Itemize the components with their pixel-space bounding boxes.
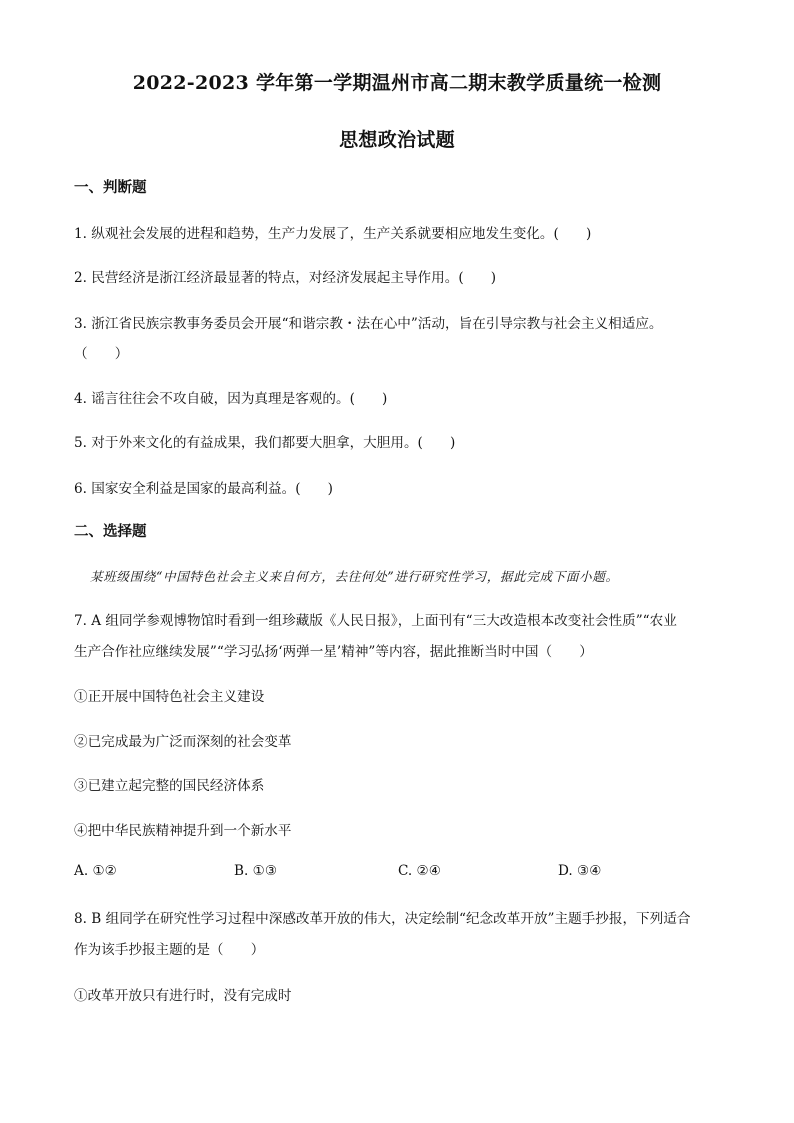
question-8-statement-1: ①改革开放只有进行时，没有完成时 [74, 988, 292, 1004]
question-2: 2. 民营经济是浙江经济最显著的特点，对经济发展起主导作用。( ) [74, 270, 497, 286]
question-7-statement-1: ①正开展中国特色社会主义建设 [74, 689, 265, 705]
question-8-stem-line2: 作为该手抄报主题的是（ ） [74, 942, 265, 958]
question-7-stem-line1: 7. A 组同学参观博物馆时看到一组珍藏版《人民日报》，上面刊有“三大改造根本改变社会性质”“农业 [74, 613, 677, 629]
section-heading-judgement: 一、判断题 [74, 179, 147, 196]
section-heading-choice: 二、选择题 [74, 523, 147, 540]
question-3: 3. 浙江省民族宗教事务委员会开展“和谐宗教・法在心中”活动，旨在引导宗教与社会主义相适应。 [74, 316, 663, 332]
question-7-option-d: D. ③④ [558, 863, 602, 879]
question-7-option-c: C. ②④ [398, 863, 441, 879]
question-7-option-a: A. ①② [74, 863, 117, 879]
exam-subtitle: 思想政治试题 [339, 129, 455, 151]
question-7-statement-4: ④把中华民族精神提升到一个新水平 [74, 823, 292, 839]
question-7-option-b: B. ①③ [234, 863, 278, 879]
question-7-statement-2: ②已完成最为广泛而深刻的社会变革 [74, 734, 292, 750]
question-5: 5. 对于外来文化的有益成果，我们都要大胆拿，大胆用。( ) [74, 435, 456, 451]
question-6: 6. 国家安全利益是国家的最高利益。( ) [74, 481, 333, 497]
question-3-bracket: （ ） [74, 346, 129, 362]
question-1: 1. 纵观社会发展的进程和趋势，生产力发展了，生产关系就要相应地发生变化。( ) [74, 226, 592, 242]
question-7-stem-line2: 生产合作社应继续发展”“学习弘扬‘两弹一星’精神”等内容，据此推断当时中国（ ） [74, 644, 593, 660]
question-7-statement-3: ③已建立起完整的国民经济体系 [74, 778, 265, 794]
material-intro: 某班级围绕“中国特色社会主义来自何方，去往何处”进行研究性学习，据此完成下面小题。 [90, 569, 619, 584]
exam-title: 2022-2023 学年第一学期温州市高二期末教学质量统一检测 [132, 72, 662, 94]
question-4: 4. 谣言往往会不攻自破，因为真理是客观的。( ) [74, 391, 388, 407]
question-8-stem-line1: 8. B 组同学在研究性学习过程中深感改革开放的伟大，决定绘制“纪念改革开放”主题手抄报，下列适合 [74, 911, 691, 927]
